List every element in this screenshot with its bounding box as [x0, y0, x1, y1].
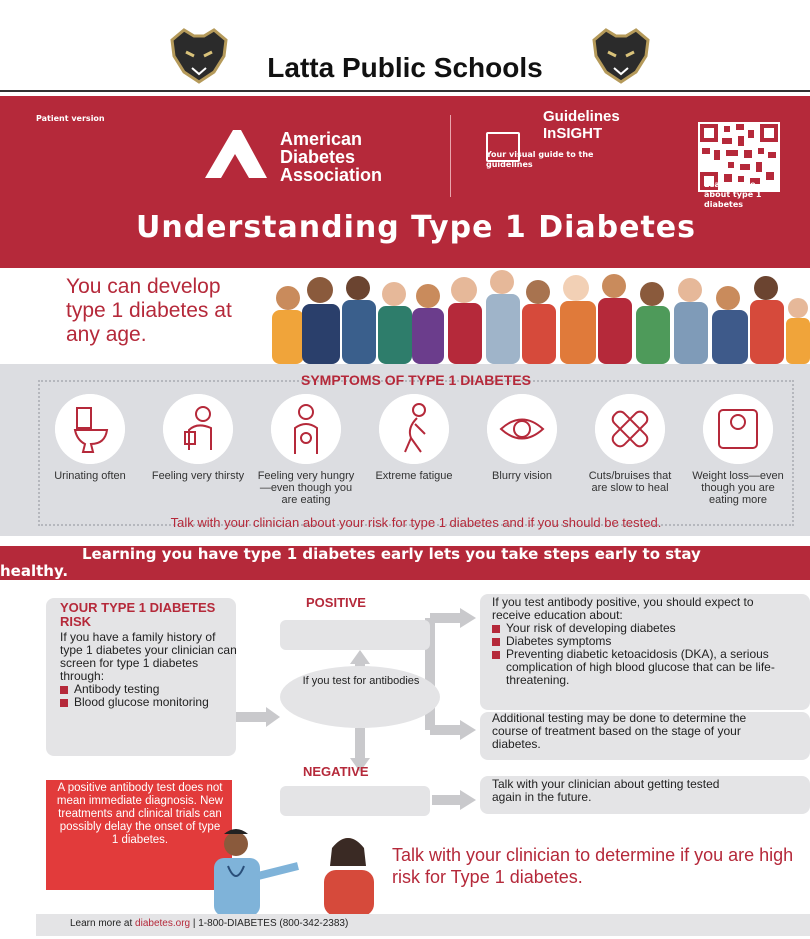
additional-testing-text: Additional testing may be done to determine the course of treatment based on the stage of your diabetes. — [492, 711, 747, 751]
footer: Learn more at diabetes.org | 1-800-DIABETES (800-342-2383) — [70, 918, 349, 929]
negative-label: NEGATIVE — [303, 764, 369, 779]
risk-item: Blood glucose monitoring — [60, 696, 240, 709]
positive-result-text: If you test antibody positive, you should expect to receive education about: Your risk of developing diabetes Diabetes symptoms Preventing diabetic ketoacidosis (DKA), a serious complication of high blood glucose that can be life-threatening. — [492, 596, 792, 687]
toilet-icon — [55, 394, 125, 464]
qr-label: Learn more about type 1 diabetes — [704, 180, 762, 209]
positive-item: Preventing diabetic ketoacidosis (DKA), a serious complication of high blood glucose that can be life-threatening. — [492, 648, 792, 687]
negative-box — [280, 786, 430, 816]
eye-icon — [487, 394, 557, 464]
diverse-people-illustration — [258, 268, 810, 364]
antibody-test-text: If you test for antibodies — [302, 675, 420, 687]
positive-item: Your risk of developing diabetes — [492, 622, 792, 635]
risk-body: If you have a family history of type 1 diabetes your clinician can screen for type 1 diabetes through: Antibody testing Blood glucose monitoring — [60, 631, 240, 709]
thirsty-person-icon — [163, 394, 233, 464]
risk-item: Antibody testing — [60, 683, 240, 696]
positive-item: Diabetes symptoms — [492, 635, 792, 648]
symptom-blurry: Blurry vision — [472, 394, 572, 482]
symptom-hungry: Feeling very hungry—even though you are eating — [256, 394, 356, 506]
negative-result-text: Talk with your clinician about getting tested again in the future. — [492, 777, 720, 804]
learning-line-1: Learning you have type 1 diabetes early lets you take steps early to stay — [82, 546, 701, 563]
patient-version-label: Patient version — [36, 114, 105, 123]
ada-name: American Diabetes Association — [280, 129, 383, 185]
symptom-fatigue: Extreme fatigue — [364, 394, 464, 482]
scale-icon — [703, 394, 773, 464]
positive-label: POSITIVE — [306, 595, 366, 610]
hungry-person-icon — [271, 394, 341, 464]
fatigue-person-icon — [379, 394, 449, 464]
symptom-urinating: Urinating often — [40, 394, 140, 482]
intro-text: You can develop type 1 diabetes at any age. — [66, 275, 232, 346]
bandage-icon — [595, 394, 665, 464]
banner-divider — [450, 115, 451, 197]
symptom-thirsty: Feeling very thirsty — [148, 394, 248, 482]
ada-logo-icon — [203, 128, 273, 180]
header-rule — [0, 90, 810, 92]
clinician-talk-text: Talk with your clinician to determine if you are high risk for Type 1 diabetes. — [392, 845, 794, 887]
diabetes-org-link[interactable]: diabetes.org — [135, 918, 191, 929]
risk-title: YOUR TYPE 1 DIABETES RISK — [60, 600, 216, 629]
symptom-cuts: Cuts/bruises that are slow to heal — [580, 394, 680, 494]
symptoms-title: SYMPTOMS OF TYPE 1 DIABETES — [300, 372, 531, 388]
learning-line-2: healthy. — [0, 562, 69, 580]
callout-text: A positive antibody test does not mean immediate diagnosis. New treatments and clinical trials can possibly delay the onset of type 1 diabetes. — [56, 782, 224, 846]
visual-guide-text: Your visual guide to the guidelines — [486, 150, 594, 169]
learning-banner — [0, 546, 810, 580]
positive-box — [280, 620, 430, 650]
clinician-patient-illustration — [198, 826, 388, 916]
symptoms-talk-text: Talk with your clinician about your risk for type 1 diabetes and if you should be tested. — [170, 515, 662, 530]
page-title: Understanding Type 1 Diabetes — [135, 210, 696, 245]
symptom-weight: Weight loss—even though you are eating more — [688, 394, 788, 506]
school-name: Latta Public Schools — [267, 52, 543, 83]
guidelines-title: Guidelines InSIGHT — [543, 108, 620, 142]
